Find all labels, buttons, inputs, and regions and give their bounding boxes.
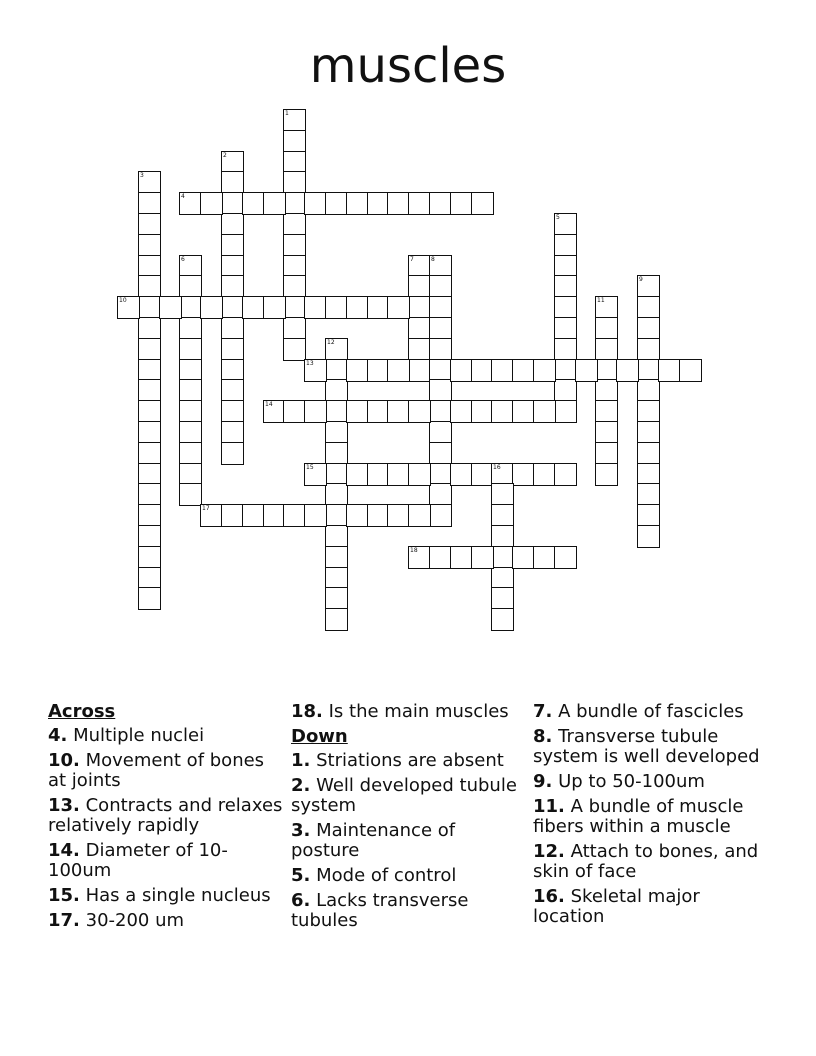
grid-cell[interactable] bbox=[429, 504, 452, 527]
grid-cell[interactable] bbox=[450, 400, 473, 423]
grid-cell[interactable] bbox=[679, 359, 702, 382]
clue-item-text: Striations are absent bbox=[310, 750, 504, 771]
grid-cell[interactable] bbox=[554, 213, 577, 236]
clue-item-text: Mode of control bbox=[310, 865, 457, 886]
grid-cell[interactable] bbox=[491, 504, 514, 527]
grid-cell[interactable] bbox=[325, 421, 348, 444]
grid-cell[interactable] bbox=[408, 504, 431, 527]
grid-cell[interactable] bbox=[138, 234, 161, 257]
grid-cell[interactable] bbox=[387, 463, 410, 486]
grid-cell[interactable] bbox=[179, 442, 202, 465]
grid-cell[interactable] bbox=[554, 296, 577, 319]
grid-cell[interactable] bbox=[283, 504, 306, 527]
grid-cell[interactable] bbox=[304, 296, 327, 319]
down-heading: Down bbox=[291, 726, 348, 747]
grid-cell[interactable] bbox=[554, 546, 577, 569]
clue-item bbox=[291, 751, 527, 771]
grid-cell[interactable] bbox=[429, 296, 452, 319]
grid-cell[interactable] bbox=[512, 463, 535, 486]
grid-cell[interactable] bbox=[450, 192, 473, 215]
grid-cell[interactable] bbox=[325, 442, 348, 465]
grid-cell[interactable] bbox=[491, 359, 514, 382]
grid-cell[interactable] bbox=[304, 192, 327, 215]
grid-cell[interactable] bbox=[221, 338, 244, 361]
grid-cell[interactable] bbox=[242, 504, 265, 527]
clue-item-text: 30-200 um bbox=[79, 910, 185, 931]
grid-cell[interactable] bbox=[554, 338, 577, 361]
grid-cell[interactable] bbox=[283, 400, 306, 423]
clue-item-text: Attach to bones, and skin of face bbox=[533, 841, 759, 882]
clue-item bbox=[48, 726, 284, 746]
grid-cell[interactable] bbox=[637, 317, 660, 340]
grid-cell[interactable] bbox=[283, 192, 306, 215]
grid-cell[interactable] bbox=[595, 442, 618, 465]
grid-cell[interactable] bbox=[200, 296, 223, 319]
grid-cell[interactable] bbox=[283, 130, 306, 153]
grid-cell[interactable] bbox=[325, 525, 348, 548]
grid-cell[interactable] bbox=[491, 400, 514, 423]
grid-cell[interactable] bbox=[138, 587, 161, 610]
grid-cell[interactable] bbox=[117, 296, 140, 319]
grid-cell[interactable] bbox=[179, 379, 202, 402]
grid-cell[interactable] bbox=[138, 192, 161, 215]
grid-cell[interactable] bbox=[263, 296, 286, 319]
clues-column-1 bbox=[48, 702, 284, 936]
clue-item-number: 6. bbox=[291, 890, 311, 911]
grid-cell[interactable] bbox=[283, 109, 306, 132]
grid-cell[interactable] bbox=[179, 317, 202, 340]
grid-cell[interactable] bbox=[179, 400, 202, 423]
clue-item-text: A bundle of fascicles bbox=[552, 701, 744, 722]
grid-cell[interactable] bbox=[179, 275, 202, 298]
grid-cell[interactable] bbox=[283, 275, 306, 298]
grid-cell[interactable] bbox=[283, 338, 306, 361]
clue-number: 6 bbox=[181, 256, 185, 263]
grid-cell[interactable] bbox=[554, 400, 577, 423]
grid-cell[interactable] bbox=[346, 400, 369, 423]
clue-item bbox=[533, 727, 773, 767]
grid-cell[interactable] bbox=[221, 504, 244, 527]
grid-cell[interactable] bbox=[429, 546, 452, 569]
clue-item-text: Transverse tubule system is well developed bbox=[533, 726, 760, 767]
grid-cell[interactable] bbox=[138, 504, 161, 527]
clue-number: 1 bbox=[285, 110, 289, 117]
clue-item bbox=[533, 702, 773, 722]
grid-cell[interactable] bbox=[179, 192, 202, 215]
grid-cell[interactable] bbox=[512, 546, 535, 569]
clue-item-text: Has a single nucleus bbox=[79, 885, 271, 906]
clue-item-number: 9. bbox=[533, 771, 553, 792]
grid-cell[interactable] bbox=[471, 192, 494, 215]
grid-cell[interactable] bbox=[554, 379, 577, 402]
grid-cell[interactable] bbox=[408, 192, 431, 215]
grid-cell[interactable] bbox=[325, 608, 348, 631]
clue-item-text: Diameter of 10-100um bbox=[48, 840, 228, 881]
clue-item bbox=[533, 772, 773, 792]
grid-cell[interactable] bbox=[242, 296, 265, 319]
grid-cell[interactable] bbox=[429, 379, 452, 402]
grid-cell[interactable] bbox=[138, 421, 161, 444]
grid-cell[interactable] bbox=[138, 275, 161, 298]
clue-number: 16 bbox=[493, 464, 501, 471]
grid-cell[interactable] bbox=[595, 400, 618, 423]
grid-cell[interactable] bbox=[138, 213, 161, 236]
clue-item bbox=[291, 776, 527, 816]
clue-item bbox=[48, 751, 284, 791]
clue-number: 12 bbox=[327, 339, 335, 346]
grid-cell[interactable] bbox=[512, 359, 535, 382]
grid-cell[interactable] bbox=[429, 400, 452, 423]
clue-item-text: Multiple nuclei bbox=[67, 725, 205, 746]
grid-cell[interactable] bbox=[138, 296, 161, 319]
clue-item-text: Contracts and relaxes relatively rapidly bbox=[48, 795, 283, 836]
grid-cell[interactable] bbox=[387, 192, 410, 215]
grid-cell[interactable] bbox=[408, 275, 431, 298]
across-heading: Across bbox=[48, 701, 116, 722]
grid-cell[interactable] bbox=[138, 400, 161, 423]
clue-item bbox=[291, 866, 527, 886]
grid-cell[interactable] bbox=[138, 171, 161, 194]
clue-item-text: Lacks transverse tubules bbox=[291, 890, 469, 931]
clue-item-number: 16. bbox=[533, 886, 565, 907]
grid-cell[interactable] bbox=[325, 587, 348, 610]
grid-cell[interactable] bbox=[429, 275, 452, 298]
grid-cell[interactable] bbox=[283, 317, 306, 340]
clue-number: 3 bbox=[140, 172, 144, 179]
grid-cell[interactable] bbox=[491, 546, 514, 569]
clue-number: 13 bbox=[306, 360, 314, 367]
grid-cell[interactable] bbox=[450, 546, 473, 569]
grid-cell[interactable] bbox=[450, 463, 473, 486]
grid-cell[interactable] bbox=[429, 483, 452, 506]
grid-cell[interactable] bbox=[575, 359, 598, 382]
grid-cell[interactable] bbox=[408, 400, 431, 423]
grid-cell[interactable] bbox=[408, 317, 431, 340]
grid-cell[interactable] bbox=[138, 379, 161, 402]
grid-cell[interactable] bbox=[325, 483, 348, 506]
grid-cell[interactable] bbox=[554, 234, 577, 257]
clue-item bbox=[48, 796, 284, 836]
grid-cell[interactable] bbox=[138, 442, 161, 465]
grid-cell[interactable] bbox=[346, 192, 369, 215]
clue-number: 2 bbox=[223, 152, 227, 159]
clue-item-text: Is the main muscles bbox=[322, 701, 509, 722]
clue-item bbox=[291, 702, 527, 722]
clue-item-number: 18. bbox=[291, 701, 323, 722]
clue-number: 9 bbox=[639, 276, 643, 283]
clue-number: 10 bbox=[119, 297, 127, 304]
grid-cell[interactable] bbox=[595, 296, 618, 319]
grid-cell[interactable] bbox=[138, 525, 161, 548]
grid-cell[interactable] bbox=[283, 213, 306, 236]
grid-cell[interactable] bbox=[325, 296, 348, 319]
clue-number: 11 bbox=[597, 297, 605, 304]
clue-number: 4 bbox=[181, 193, 185, 200]
grid-cell[interactable] bbox=[408, 546, 431, 569]
grid-cell[interactable] bbox=[595, 379, 618, 402]
grid-cell[interactable] bbox=[637, 442, 660, 465]
clue-number: 17 bbox=[202, 505, 210, 512]
grid-cell[interactable] bbox=[658, 359, 681, 382]
clue-item-number: 12. bbox=[533, 841, 565, 862]
grid-cell[interactable] bbox=[595, 463, 618, 486]
grid-cell[interactable] bbox=[637, 421, 660, 444]
grid-cell[interactable] bbox=[283, 234, 306, 257]
grid-cell[interactable] bbox=[138, 338, 161, 361]
clue-item-number: 3. bbox=[291, 820, 311, 841]
clue-item bbox=[533, 797, 773, 837]
grid-cell[interactable] bbox=[325, 379, 348, 402]
grid-cell[interactable] bbox=[221, 275, 244, 298]
grid-cell[interactable] bbox=[408, 296, 431, 319]
grid-cell[interactable] bbox=[450, 359, 473, 382]
clue-item-text: Well developed tubule system bbox=[291, 775, 517, 816]
grid-cell[interactable] bbox=[637, 525, 660, 548]
grid-cell[interactable] bbox=[304, 504, 327, 527]
grid-cell[interactable] bbox=[325, 400, 348, 423]
grid-cell[interactable] bbox=[159, 296, 182, 319]
grid-cell[interactable] bbox=[179, 338, 202, 361]
grid-cell[interactable] bbox=[387, 296, 410, 319]
clue-item-number: 1. bbox=[291, 750, 311, 771]
clues-column-2 bbox=[291, 702, 527, 936]
clue-number: 8 bbox=[431, 256, 435, 263]
clue-item bbox=[48, 841, 284, 881]
grid-cell[interactable] bbox=[554, 275, 577, 298]
clues-column-3 bbox=[533, 702, 773, 932]
grid-cell[interactable] bbox=[346, 504, 369, 527]
clue-item-text: Movement of bones at joints bbox=[48, 750, 265, 791]
clue-item bbox=[48, 911, 284, 931]
grid-cell[interactable] bbox=[408, 338, 431, 361]
clue-item bbox=[291, 891, 527, 931]
grid-cell[interactable] bbox=[221, 400, 244, 423]
grid-cell[interactable] bbox=[512, 400, 535, 423]
grid-cell[interactable] bbox=[325, 546, 348, 569]
grid-cell[interactable] bbox=[637, 400, 660, 423]
grid-cell[interactable] bbox=[346, 359, 369, 382]
grid-cell[interactable] bbox=[595, 338, 618, 361]
grid-cell[interactable] bbox=[221, 421, 244, 444]
grid-cell[interactable] bbox=[242, 192, 265, 215]
clue-item-number: 10. bbox=[48, 750, 80, 771]
clue-item-number: 4. bbox=[48, 725, 68, 746]
grid-cell[interactable] bbox=[429, 442, 452, 465]
clue-number: 14 bbox=[265, 401, 273, 408]
grid-cell[interactable] bbox=[533, 400, 556, 423]
grid-cell[interactable] bbox=[179, 421, 202, 444]
grid-cell[interactable] bbox=[637, 504, 660, 527]
clue-number: 15 bbox=[306, 464, 314, 471]
clue-item bbox=[291, 821, 527, 861]
clue-item-number: 7. bbox=[533, 701, 553, 722]
grid-cell[interactable] bbox=[491, 483, 514, 506]
clue-item-number: 2. bbox=[291, 775, 311, 796]
grid-cell[interactable] bbox=[491, 608, 514, 631]
grid-cell[interactable] bbox=[533, 359, 556, 382]
grid-cell[interactable] bbox=[283, 171, 306, 194]
clue-item-number: 8. bbox=[533, 726, 553, 747]
grid-cell[interactable] bbox=[471, 546, 494, 569]
grid-cell[interactable] bbox=[491, 587, 514, 610]
grid-cell[interactable] bbox=[616, 359, 639, 382]
grid-cell[interactable] bbox=[595, 317, 618, 340]
grid-cell[interactable] bbox=[221, 296, 244, 319]
grid-cell[interactable] bbox=[491, 525, 514, 548]
clue-item-number: 14. bbox=[48, 840, 80, 861]
clue-item-number: 15. bbox=[48, 885, 80, 906]
grid-cell[interactable] bbox=[429, 317, 452, 340]
page-title: muscles bbox=[309, 38, 507, 94]
clue-number: 5 bbox=[556, 214, 560, 221]
grid-cell[interactable] bbox=[221, 442, 244, 465]
grid-cell[interactable] bbox=[179, 296, 202, 319]
grid-cell[interactable] bbox=[325, 338, 348, 361]
grid-cell[interactable] bbox=[408, 359, 431, 382]
clue-item-text: Maintenance of posture bbox=[291, 820, 456, 861]
grid-cell[interactable] bbox=[554, 317, 577, 340]
clue-item-number: 5. bbox=[291, 865, 311, 886]
grid-cell[interactable] bbox=[429, 421, 452, 444]
grid-cell[interactable] bbox=[637, 275, 660, 298]
grid-cell[interactable] bbox=[533, 463, 556, 486]
clue-item-text: Skeletal major location bbox=[533, 886, 700, 927]
clue-item-number: 13. bbox=[48, 795, 80, 816]
grid-cell[interactable] bbox=[221, 234, 244, 257]
grid-cell[interactable] bbox=[283, 296, 306, 319]
grid-cell[interactable] bbox=[595, 421, 618, 444]
grid-cell[interactable] bbox=[221, 317, 244, 340]
grid-cell[interactable] bbox=[325, 504, 348, 527]
grid-cell[interactable] bbox=[304, 463, 327, 486]
grid-cell[interactable] bbox=[637, 379, 660, 402]
grid-cell[interactable] bbox=[221, 171, 244, 194]
grid-cell[interactable] bbox=[304, 400, 327, 423]
clue-item-text: A bundle of muscle fibers within a muscle bbox=[533, 796, 744, 837]
grid-cell[interactable] bbox=[200, 192, 223, 215]
clue-number: 7 bbox=[410, 256, 414, 263]
grid-cell[interactable] bbox=[533, 546, 556, 569]
grid-cell[interactable] bbox=[304, 359, 327, 382]
clue-number: 18 bbox=[410, 547, 418, 554]
grid-cell[interactable] bbox=[387, 400, 410, 423]
grid-cell[interactable] bbox=[263, 192, 286, 215]
clue-item bbox=[533, 887, 773, 927]
grid-cell[interactable] bbox=[221, 213, 244, 236]
grid-cell[interactable] bbox=[221, 192, 244, 215]
grid-cell[interactable] bbox=[408, 463, 431, 486]
grid-cell[interactable] bbox=[387, 359, 410, 382]
grid-cell[interactable] bbox=[554, 463, 577, 486]
grid-cell[interactable] bbox=[637, 338, 660, 361]
grid-cell[interactable] bbox=[429, 192, 452, 215]
grid-cell[interactable] bbox=[637, 483, 660, 506]
grid-cell[interactable] bbox=[429, 338, 452, 361]
grid-cell[interactable] bbox=[179, 483, 202, 506]
clue-item-number: 11. bbox=[533, 796, 565, 817]
grid-cell[interactable] bbox=[138, 546, 161, 569]
clue-item-number: 17. bbox=[48, 910, 80, 931]
grid-cell[interactable] bbox=[221, 379, 244, 402]
grid-cell[interactable] bbox=[138, 317, 161, 340]
grid-cell[interactable] bbox=[387, 504, 410, 527]
grid-cell[interactable] bbox=[200, 504, 223, 527]
clue-item bbox=[48, 886, 284, 906]
clue-item bbox=[533, 842, 773, 882]
clue-item-text: Up to 50-100um bbox=[552, 771, 705, 792]
grid-cell[interactable] bbox=[637, 296, 660, 319]
grid-cell[interactable] bbox=[138, 483, 161, 506]
grid-cell[interactable] bbox=[325, 192, 348, 215]
grid-cell[interactable] bbox=[346, 463, 369, 486]
grid-cell[interactable] bbox=[346, 296, 369, 319]
